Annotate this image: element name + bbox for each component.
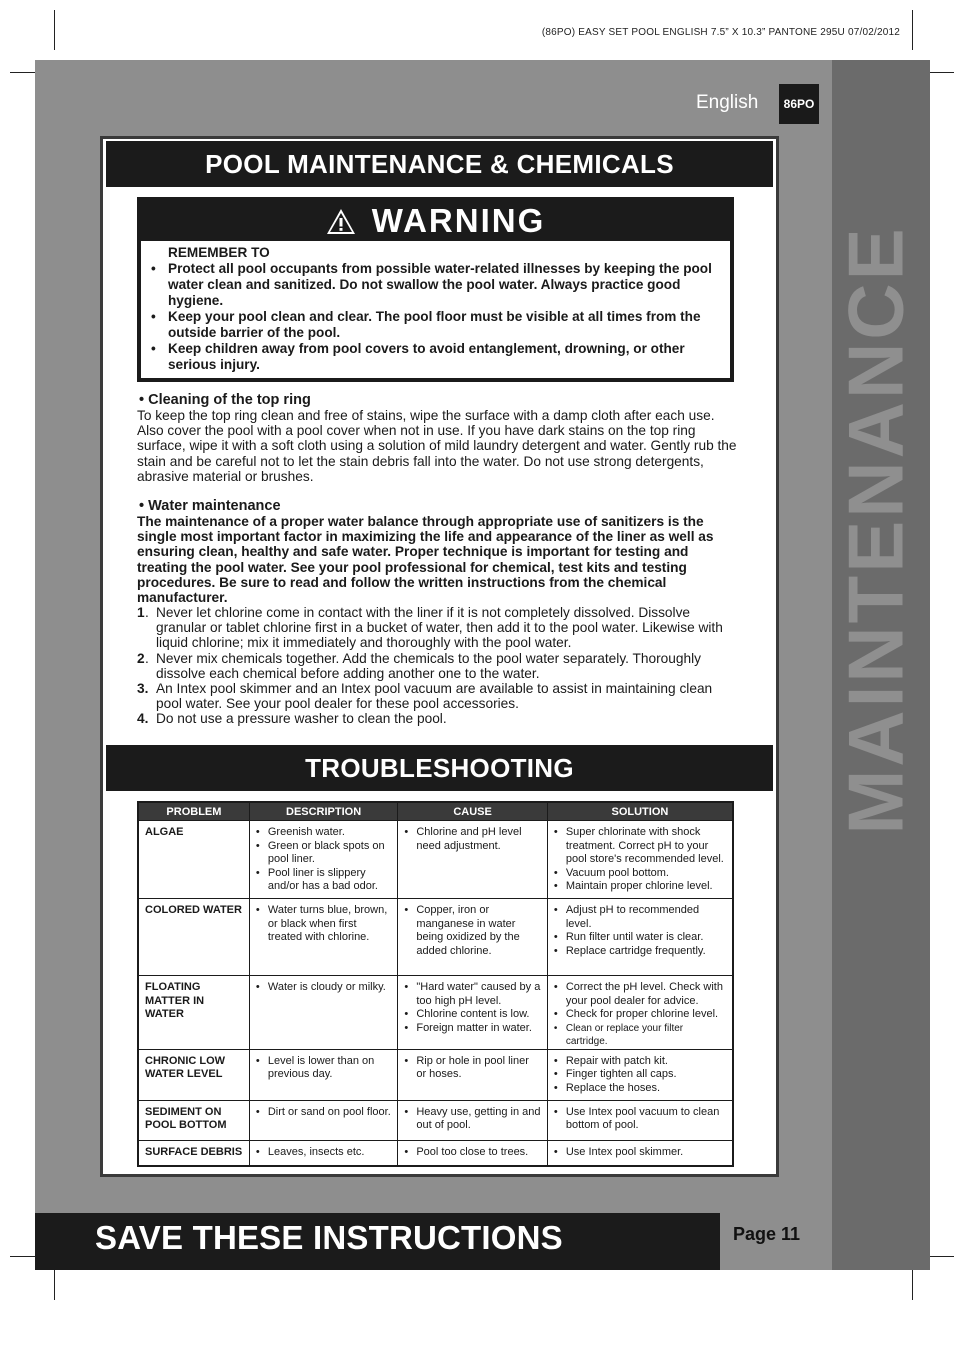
troubleshooting-title: TROUBLESHOOTING — [106, 745, 773, 791]
cause-cell: • Heavy use, getting in and out of pool. — [398, 1100, 548, 1140]
warning-title: WARNING — [371, 202, 546, 239]
page-number: Page 11 — [733, 1224, 801, 1244]
solution-cell: • Use Intex pool skimmer. — [547, 1140, 733, 1166]
crop-mark — [912, 10, 913, 50]
problem-cell: COLORED WATER — [138, 899, 249, 976]
cleaning-text: To keep the top ring clean and free of stains, wipe the surface with a damp cloth after each use. Also cover the pool with a pool cover when not in use. If you have dark stains on the top ring surface, wipe it with a soft cloth using a solution of mild laundry detergent and water. Gently rub the stain and be careful not to let the stain debris fall into the water. Do not use strong detergents, abrasive material or brushes. — [137, 408, 737, 484]
crop-mark — [54, 1270, 55, 1300]
side-band — [832, 60, 930, 1270]
cause-cell: • Copper, iron or manganese in water being oxidized by the added chlorine. — [398, 899, 548, 976]
table-row — [138, 899, 733, 976]
water-heading: • Water maintenance — [139, 498, 281, 514]
table-row — [138, 1049, 733, 1100]
solution-cell: • Super chlorinate with shock treatment. Correct pH to your pool store's recommended level. • Vacuum pool bottom. • Maintain proper chlorine level. — [547, 821, 733, 899]
header-problem: PROBLEM — [138, 802, 249, 821]
warning-list — [149, 261, 716, 373]
cause-cell: • Chlorine and pH level need adjustment. — [398, 821, 548, 899]
problem-cell: ALGAE — [138, 821, 249, 899]
warning-box — [137, 197, 734, 382]
solution-cell: • Repair with patch kit. • Finger tighten all caps. • Replace the hoses. — [547, 1049, 733, 1100]
header-cause: CAUSE — [398, 802, 548, 821]
footer-bar — [35, 1213, 720, 1270]
warning-item: • Protect all pool occupants from possible water-related illnesses by keeping the pool water clean and sanitized. Do not swallow the pool water. Always practice good hygiene. — [149, 261, 716, 309]
cause-cell: • Pool too close to trees. — [398, 1140, 548, 1166]
description-cell: • Level is lower than on previous day. — [249, 1049, 397, 1100]
section-title: POOL MAINTENANCE & CHEMICALS — [106, 141, 773, 187]
description-cell: • Dirt or sand on pool floor. — [249, 1100, 397, 1140]
header-solution: SOLUTION — [547, 802, 733, 821]
warning-header — [141, 201, 730, 241]
crop-mark — [54, 10, 55, 50]
description-cell: • Greenish water. • Green or black spots on pool liner. • Pool liner is slippery and/or has a bad odor. — [249, 821, 397, 899]
solution-cell: • Correct the pH level. Check with your pool dealer for advice. • Check for proper chlorine level. • Clean or replace your filter cartridge. — [547, 976, 733, 1050]
warning-body — [141, 241, 730, 373]
cause-cell: • "Hard water" caused by a too high pH level. • Chlorine content is low. • Foreign matter in water. — [398, 976, 548, 1050]
water-step: 3. An Intex pool skimmer and an Intex pool vacuum are available to assist in maintaining clean pool water. See your pool dealer for these pool accessories. — [137, 681, 713, 712]
table-row — [138, 821, 733, 899]
description-cell: • Leaves, insects etc. — [249, 1140, 397, 1166]
header-description: DESCRIPTION — [249, 802, 397, 821]
water-intro: The maintenance of a proper water balance through appropriate use of sanitizers is the single most important factor in maximizing the life and appearance of the liner as well as ensuring clean, healthy and safe water. Proper technique is important for testing and treating the pool water. See your pool professional for chemical, test kits and testing procedures. Be sure to read and follow the written instructions from the chemical manufacturer. — [137, 514, 714, 606]
problem-cell: SURFACE DEBRIS — [138, 1140, 249, 1166]
water-step: 1 . Never let chlorine come in contact with the liner if it is not completely dissolved. Dissolve granular or tablet chlorine first in a bucket of water, then add it to the pool water. Likewise with liquid chlorine; mix it immediately and thoroughly with the pool water. — [137, 605, 723, 651]
warning-item: • Keep children away from pool covers to avoid entanglement, drowning, or other serious injury. — [149, 341, 716, 373]
water-step: 4. Do not use a pressure washer to clean the pool. — [137, 711, 447, 727]
table-row — [138, 976, 733, 1050]
water-step: 2 . Never mix chemicals together. Add the chemicals to the pool water separately. Thoroughly dissolve each chemical before adding another one to the water. — [137, 650, 701, 681]
problem-cell: SEDIMENT ON POOL BOTTOM — [138, 1100, 249, 1140]
problem-cell: CHRONIC LOW WATER LEVEL — [138, 1049, 249, 1100]
cleaning-heading: • Cleaning of the top ring — [139, 392, 311, 408]
solution-cell: • Use Intex pool vacuum to clean bottom of pool. — [547, 1100, 733, 1140]
model-badge: 86PO — [779, 84, 819, 124]
problem-cell: FLOATING MATTER IN WATER — [138, 976, 249, 1050]
footer-title: SAVE THESE INSTRUCTIONS — [95, 1219, 563, 1256]
language-label: English — [696, 92, 759, 113]
warning-triangle-icon — [326, 208, 356, 235]
warning-item: • Keep your pool clean and clear. The pool floor must be visible at all times from the outside barrier of the pool. — [149, 309, 716, 341]
table-header-row — [138, 802, 733, 821]
troubleshooting-table — [137, 801, 734, 1167]
content-frame — [100, 136, 779, 1177]
print-header: (86PO) EASY SET POOL ENGLISH 7.5” X 10.3” PANTONE 295U 07/02/2012 — [541, 27, 900, 38]
description-cell: • Water turns blue, brown, or black when first treated with chlorine. — [249, 899, 397, 976]
table-row — [138, 1100, 733, 1140]
crop-mark — [912, 1270, 913, 1300]
cause-cell: • Rip or hole in pool liner or hoses. — [398, 1049, 548, 1100]
table-row — [138, 1140, 733, 1166]
side-title: MAINTENANCE — [832, 225, 920, 835]
solution-cell: • Adjust pH to recommended level. • Run filter until water is clear. • Replace cartridge frequently. — [547, 899, 733, 976]
warning-remember: REMEMBER TO — [168, 245, 270, 260]
description-cell: • Water is cloudy or milky. — [249, 976, 397, 1050]
water-steps — [137, 605, 737, 727]
